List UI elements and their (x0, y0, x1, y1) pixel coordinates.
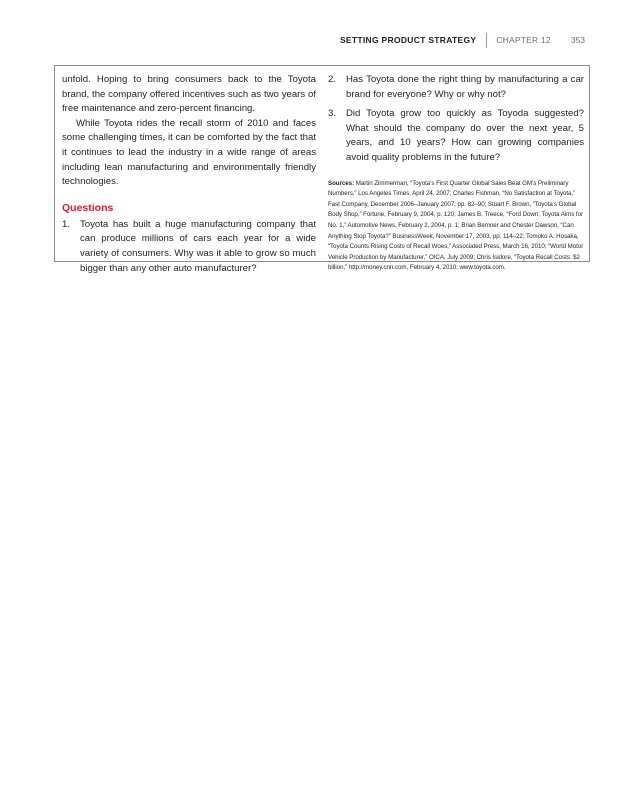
questions-heading: Questions (62, 201, 114, 214)
running-head (340, 32, 585, 48)
running-head-title: SETTING PRODUCT STRATEGY (339, 35, 477, 45)
sources-label: Sources: (328, 179, 355, 187)
question-text: Toyota has built a huge manufacturing company that can produce millions of cars each year for a wide variety of consumers. Why was it able to grow so much bigger than any other auto manufacturer? (80, 218, 316, 274)
question-text: Did Toyota grow too quickly as Toyoda suggested? What should the company do over the next year, 5 years, and 10 years? How can growing companies avoid quality problems in the future? (346, 108, 584, 163)
sources-citation (328, 179, 584, 274)
question-item (328, 107, 584, 165)
running-head-chapter: CHAPTER 12 (496, 35, 551, 45)
right-column (328, 73, 584, 280)
question-number: 1. (62, 218, 71, 230)
case-paragraph: unfold. Hoping to bring consumers back to the Toyota brand, the company offered incentives such as two years of free maintenance and zero-percent financing. (62, 74, 316, 115)
running-head-divider (486, 33, 487, 48)
question-item (328, 73, 584, 102)
question-text: Has Toyota done the right thing by manufacturing a car brand for everyone? Why or why not? (346, 74, 584, 100)
sources-text: Martin Zimmerman, “Toyota’s First Quarter Global Sales Beat GM’s Preliminary Numbers,” Los Angeles Times, April 24, 2007; Charles Fishman, “No Satisfaction at Toyota,” Fast Company, December 2006–January 2007, pp. 82–90; Stuart F. Brown, “Toyota’s Global Body Shop,” Fortune, February 9, 2004, p. 120; James B. Treece, “Ford Down; Toyota Aims for No. 1,” Automotive News, February 2, 2004, p. 1; Brian Bemner and Chester Dawson, “Can Anything Stop Toyota?” BusinessWeek, November 17, 2003, pp. 114–22; Tomoko A. Hosaka, “Toyota Counts Rising Costs of Recall Woes,” Associated Press, March 16, 2010; “World Motor Vehicle Production by Manufacturer,” OICA, July 2009; Chris Isidore, “Toyota Recall Costs: $2 billion,” http://money.cnn.com, February 4, 2010; www.toyota.com. (328, 179, 584, 272)
question-number: 2. (328, 74, 337, 85)
page-number: 353 (570, 35, 585, 45)
case-study-box (54, 65, 590, 274)
case-paragraph: While Toyota rides the recall storm of 2010 and faces some challenging times, it can be comforted by the fact that it continues to lead the industry in a wide range of areas including lean manufacturing and environmentally friendly technologies. (62, 117, 316, 188)
question-number: 3. (328, 108, 337, 120)
question-item (62, 218, 316, 276)
left-column (62, 73, 316, 276)
